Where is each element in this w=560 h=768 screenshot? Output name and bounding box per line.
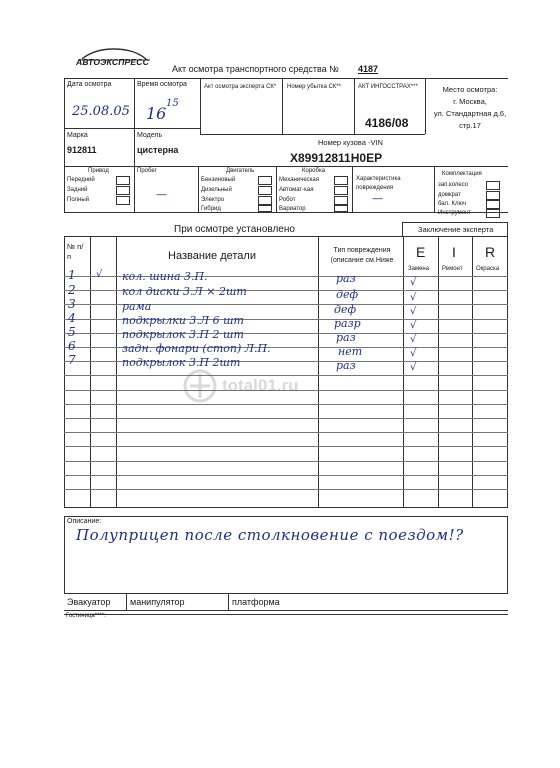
col-i-header: I — [452, 244, 456, 260]
engine-item-hybrid: Гибрид — [201, 206, 221, 212]
section-title: При осмотре установлено — [174, 224, 295, 235]
row-type: раз — [336, 359, 356, 372]
table-row-line — [64, 461, 508, 462]
conclusion-title: Заключение эксперта — [418, 225, 494, 234]
row-type: раз — [336, 272, 356, 285]
equipment-checkbox-1 — [486, 181, 500, 190]
date-label: Дата осмотра — [67, 81, 112, 88]
row-e-check: √ — [410, 292, 417, 303]
drive-item-rear: Задний — [67, 187, 88, 193]
col-type-header: Тип повреждения (описание см.Ниже — [330, 247, 394, 264]
equipment-label: Комплектация — [442, 171, 482, 177]
gearbox-item-variator: Вариатор — [279, 206, 306, 212]
evacuator-platform: платформа — [232, 597, 280, 607]
row-type: деф — [336, 288, 359, 301]
gearbox-item-manual: Механическая — [279, 177, 320, 183]
gearbox-checkbox-4 — [334, 205, 348, 212]
row-e-check: √ — [410, 306, 417, 317]
logo-text: АВТОЭКСПРЕСС — [76, 57, 149, 67]
watermark-logo-icon — [182, 368, 218, 404]
engine-item-petrol: Бензиновый — [201, 177, 236, 183]
table-row-line — [64, 475, 508, 476]
table-row-line — [64, 418, 508, 419]
col-i-sub: Ремонт — [442, 266, 463, 272]
time-value: 16 — [146, 104, 167, 123]
row-e-check: √ — [410, 320, 417, 331]
equipment-item-wrench: бал. Ключ — [438, 201, 466, 207]
table-row-line — [64, 446, 508, 447]
drive-label: Привод — [88, 168, 109, 174]
row-num: 4 — [68, 311, 76, 325]
ingosstrakh-value: 4186/08 — [365, 116, 409, 130]
engine-checkbox-2 — [258, 186, 272, 195]
place-label: Место осмотра: — [442, 85, 498, 94]
col-r-header: R — [485, 244, 496, 260]
gearbox-checkbox-3 — [334, 196, 348, 205]
row-e-check: √ — [410, 348, 417, 359]
row-type: разр — [334, 317, 361, 330]
row-num: 3 — [68, 297, 76, 311]
inspection-place — [430, 84, 510, 132]
col-num-header: № п/п — [67, 242, 84, 261]
gearbox-item-auto: Автомат-кая — [279, 187, 314, 193]
row-e-check: √ — [410, 334, 417, 345]
row-marker: √ — [96, 269, 103, 280]
vin-value: X89912811H0EP — [290, 151, 383, 165]
row-name: кол. шина 3.П. — [122, 270, 208, 283]
equipment-item-spare-wheel: зап.колесо — [438, 182, 469, 188]
gearbox-item-robot: Робот — [279, 197, 296, 203]
damage-characteristic-dash: — — [372, 192, 383, 205]
model-label: Модель — [137, 132, 163, 139]
evacuator-manipulator: манипулятор — [130, 597, 185, 607]
equipment-item-jack: домкрат — [438, 192, 461, 198]
row-e-check: √ — [410, 277, 417, 288]
description-label: Описание: — [67, 518, 102, 525]
gearbox-checkbox-2 — [334, 186, 348, 195]
col-e-sub: Замена — [408, 266, 430, 272]
table-row-line — [64, 432, 508, 433]
logo — [74, 46, 154, 68]
mileage-dash: — — [156, 188, 167, 201]
col-e-header: E — [416, 244, 426, 260]
row-num: 5 — [68, 325, 76, 339]
engine-checkbox-3 — [258, 196, 272, 205]
loss-number-label: Номер убытка СК** — [287, 84, 341, 90]
drive-item-full: Полный — [67, 197, 89, 203]
engine-item-electric: Электро — [201, 197, 225, 203]
table-row-line — [64, 489, 508, 490]
vin-label: Номер кузова -VIN — [318, 138, 383, 147]
description-text: Полуприцеп после столкновение с поездом!? — [76, 526, 464, 544]
engine-label: Двигатель — [226, 168, 255, 174]
row-num: 2 — [68, 283, 76, 297]
equipment-checkbox-2 — [486, 191, 500, 200]
equipment-item-tools: Инструмент — [438, 210, 472, 216]
equipment-checkbox-4 — [486, 209, 500, 218]
row-type: раз — [336, 331, 356, 344]
gearbox-label: Коробка — [302, 168, 326, 174]
model-value: цистерна — [137, 145, 179, 155]
engine-checkbox-1 — [258, 176, 272, 185]
engine-item-diesel: Дизельный — [201, 187, 232, 193]
drive-checkbox-3 — [116, 196, 130, 205]
drive-checkbox-2 — [116, 186, 130, 195]
time-label: Время осмотра — [137, 81, 187, 88]
act-number: 4187 — [358, 64, 379, 74]
col-name-header: Название детали — [168, 250, 256, 262]
row-e-check: √ — [410, 362, 417, 373]
row-name: кол диски 3.Л × 2шт — [122, 285, 247, 298]
row-num: 6 — [68, 339, 76, 353]
row-name: рама — [122, 300, 152, 313]
row-num: 7 — [68, 353, 76, 367]
equipment-checkbox-3 — [486, 200, 500, 209]
drive-checkbox-1 — [116, 176, 130, 185]
row-type: деф — [334, 303, 357, 316]
make-value: 912811 — [67, 145, 97, 155]
row-name: подкрылок 3.П 2 шт — [122, 328, 244, 341]
mileage-label: Пробег — [137, 168, 157, 174]
gearbox-checkbox-1 — [334, 176, 348, 185]
act-title: Акт осмотра транспортного средства № — [172, 64, 339, 74]
row-num: 1 — [68, 268, 76, 282]
hotel-label: Гостиница****: — [66, 613, 106, 619]
row-name: подкрылок 3.П 2шт — [122, 356, 241, 369]
place-line-2: ул. Стандартная д.6, — [433, 109, 507, 118]
drive-item-front: Передний — [67, 177, 95, 183]
col-r-sub: Окраска — [476, 266, 500, 272]
row-name: задн. фонари (стоп) Л.П. — [122, 342, 271, 355]
place-line-1: г. Москва, — [453, 97, 487, 106]
make-label: Марка — [67, 132, 88, 139]
ingosstrakh-label: АКТ ИНГОССТРАХ*** — [358, 84, 418, 90]
expert-act-label: Акт осмотра эксперта СК* — [204, 84, 277, 90]
watermark-text: total01.ru — [222, 376, 299, 395]
evacuator-label: Эвакуатор — [67, 597, 111, 607]
engine-checkbox-4 — [258, 205, 272, 212]
row-name: подкрылки 3.Л 6 шт — [122, 314, 244, 327]
date-value: 25.08.05 — [72, 104, 130, 119]
time-minutes: 15 — [166, 98, 179, 109]
damage-characteristic-label: Характеристика повреждения — [356, 176, 401, 191]
row-type: нет — [338, 345, 363, 358]
table-row-line — [64, 404, 508, 405]
place-line-3: стр.17 — [459, 121, 481, 130]
